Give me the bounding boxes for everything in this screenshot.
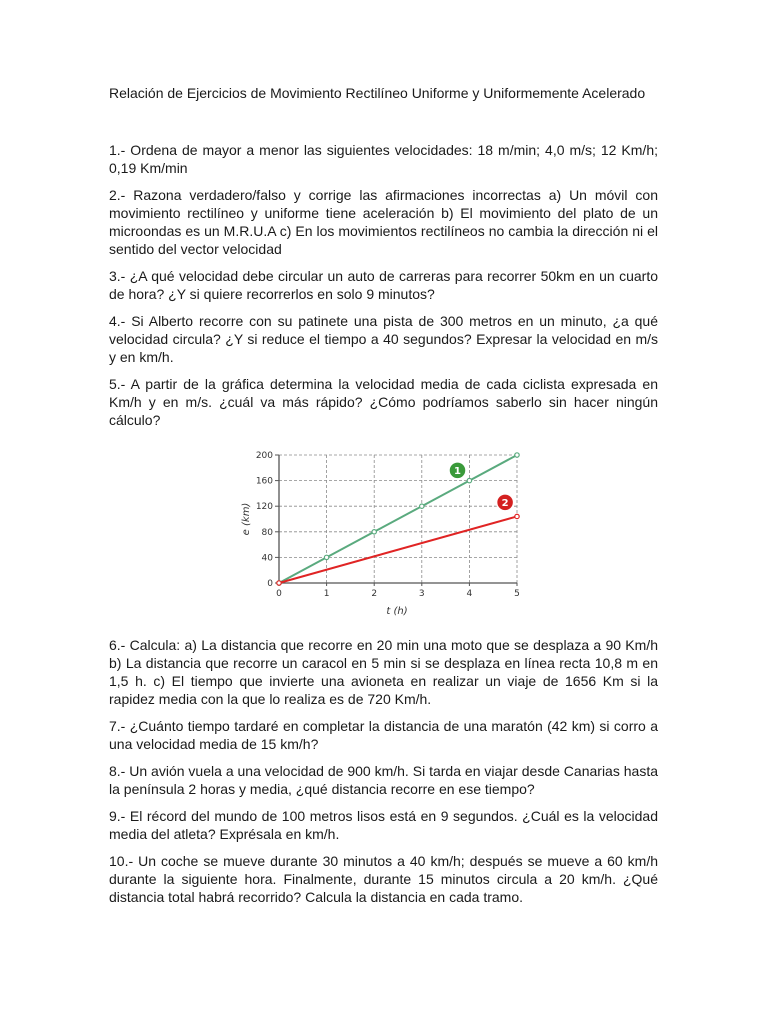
page-title: Relación de Ejercicios de Movimiento Rectilíneo Uniforme y Uniformemente Acelerado [109,85,646,101]
series-2-line [279,516,517,583]
series-1-line [279,455,517,583]
series-2-point [277,581,281,585]
series-1-point [420,504,424,508]
series-2-point [515,514,519,518]
y-axis-label: e (km) [241,502,252,536]
distance-time-chart [237,444,533,624]
x-axis-label: t (h) [386,606,408,617]
x-tick-label: 4 [466,589,473,599]
x-tick-label: 2 [371,589,378,599]
x-tick-label: 0 [276,589,282,599]
question-2: 2.- Razona verdadero/falso y corrige las afirmaciones incorrectas a) Un móvil con movimiento rectilíneo y uniforme tiene aceleración b) El movimiento del plato de un microondas es un M.R.U.A c) En los movimientos rectilíneos no cambia la dirección ni el sentido del vector velocidad [109,187,658,257]
y-tick-label: 200 [255,451,273,461]
question-1: 1.- Ordena de mayor a menor las siguientes velocidades: 18 m/min; 4,0 m/s; 12 Km/h; 0,19 Km/min [109,142,658,176]
chart-svg [237,444,533,624]
series-1-point [324,555,328,559]
y-tick-label: 0 [267,579,273,589]
series-1-point [372,530,376,534]
y-tick-label: 160 [255,476,273,487]
y-tick-label: 40 [261,553,273,564]
x-tick-label: 3 [418,589,425,599]
series-2-badge-label: 2 [501,497,509,509]
x-tick-label: 5 [514,589,520,599]
question-10: 10.- Un coche se mueve durante 30 minutos a 40 km/h; después se mueve a 60 km/h durante la siguiente hora. Finalmente, durante 15 minutos circula a 20 km/h. ¿Qué distancia total habrá recorrido? Calcula la distancia en cada tramo. [109,853,658,905]
question-6: 6.- Calcula: a) La distancia que recorre en 20 min una moto que se desplaza a 90 Km/h b) La distancia que recorre un caracol en 5 min si se desplaza en línea recta 10,8 m en 1,5 h. c) El tiempo que invierte una avioneta en realizar un viaje de 1656 Km si la rapidez media con la que lo realiza es de 720 Km/h. [109,637,658,707]
question-9: 9.- El récord del mundo de 100 metros lisos está en 9 segundos. ¿Cuál es la velocidad media del atleta? Exprésala en km/h. [109,808,658,842]
y-tick-label: 120 [255,502,273,513]
y-tick-label: 80 [261,527,273,538]
question-8: 8.- Un avión vuela a una velocidad de 900 km/h. Si tarda en viajar desde Canarias hasta la península 2 horas y media, ¿qué distancia recorre en ese tiempo? [109,763,658,797]
question-4: 4.- Si Alberto recorre con su patinete una pista de 300 metros en un minuto, ¿a qué velocidad circula? ¿Y si reduce el tiempo a 40 segundos? Expresar la velocidad en m/s y en km/h. [109,313,658,365]
x-tick-label: 1 [323,589,330,599]
question-5: 5.- A partir de la gráfica determina la velocidad media de cada ciclista expresada en Km/h y en m/s. ¿cuál va más rápido? ¿Cómo podríamos saberlo sin hacer ningún cálculo? [109,376,658,428]
chart-series [277,453,519,585]
series-1-point [515,453,519,457]
series-1-badge-label: 1 [454,465,461,477]
question-7: 7.- ¿Cuánto tiempo tardaré en completar la distancia de una maratón (42 km) si corro a una velocidad media de 15 km/h? [109,718,658,752]
series-1-point [467,478,471,482]
question-3: 3.- ¿A qué velocidad debe circular un auto de carreras para recorrer 50km en un cuarto de hora? ¿Y si quiere recorrerlos en solo 9 minutos? [109,268,658,302]
